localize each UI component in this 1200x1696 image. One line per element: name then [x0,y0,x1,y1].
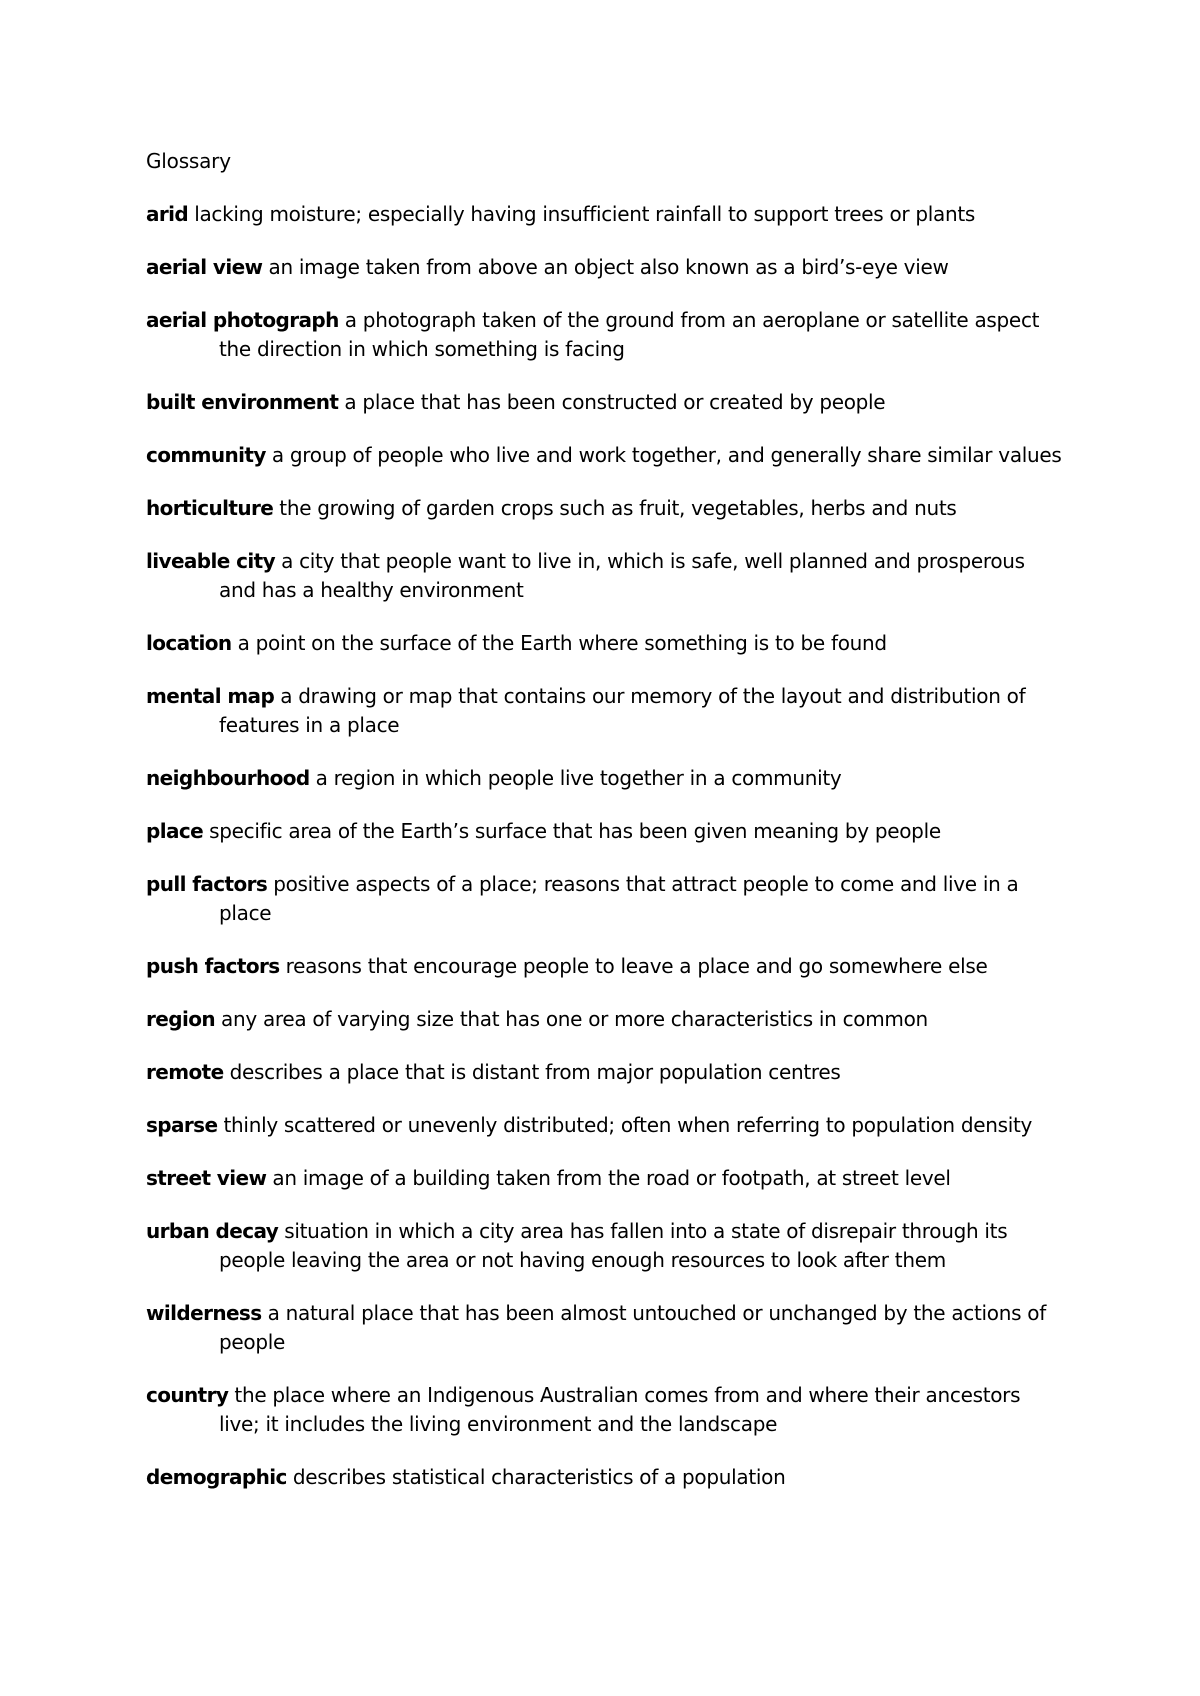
glossary-term: wilderness [146,1301,262,1325]
glossary-definition: a point on the surface of the Earth where something is to be found [237,631,887,655]
glossary-definition: describes a place that is distant from major population centres [229,1060,841,1084]
glossary-definition: lacking moisture; especially having insufficient rainfall to support trees or plants [194,202,976,226]
glossary-entry [146,1217,1066,1275]
glossary-entry [146,1299,1066,1357]
glossary-entry [146,764,1066,793]
glossary-term: country [146,1383,229,1407]
glossary-entry [146,1381,1066,1439]
glossary-term: horticulture [146,496,274,520]
glossary-entry [146,388,1066,417]
glossary-term: region [146,1007,215,1031]
glossary-term: street view [146,1166,267,1190]
glossary-term: urban decay [146,1219,279,1243]
glossary-definition: a place that has been constructed or created by people [344,390,886,414]
glossary-entry [146,629,1066,658]
glossary-term: place [146,819,204,843]
glossary-term: community [146,443,266,467]
glossary-entry [146,1111,1066,1140]
glossary-entry [146,682,1066,740]
glossary-definition: reasons that encourage people to leave a place and go somewhere else [285,954,988,978]
glossary-entry [146,441,1066,470]
glossary-definition: any area of varying size that has one or more characteristics in common [221,1007,928,1031]
glossary-definition: describes statistical characteristics of a population [292,1465,786,1489]
page-title: Glossary [146,149,231,173]
glossary-term: aerial photograph [146,308,339,332]
glossary-definition: a drawing or map that contains our memory of the layout and distribution of features in a place [219,684,1026,737]
glossary-definition: specific area of the Earth’s surface that has been given meaning by people [209,819,941,843]
glossary-entry [146,817,1066,846]
glossary-definition: situation in which a city area has fallen into a state of disrepair through its people leaving the area or not having enough resources to look after them [219,1219,1008,1272]
glossary-definition: positive aspects of a place; reasons that attract people to come and live in a place [219,872,1019,925]
glossary-definition: a region in which people live together in a community [315,766,842,790]
glossary-entry [146,1058,1066,1087]
glossary-definition: a city that people want to live in, which is safe, well planned and prosperous and has a healthy environment [219,549,1025,602]
glossary-term: mental map [146,684,275,708]
glossary-term: pull factors [146,872,268,896]
glossary-entry [146,870,1066,928]
glossary-definition: a group of people who live and work together, and generally share similar values [271,443,1062,467]
glossary-definition: an image taken from above an object also known as a bird’s-eye view [268,255,949,279]
glossary-entry [146,1164,1066,1193]
glossary-term: location [146,631,232,655]
glossary-term: built environment [146,390,339,414]
glossary-definition: the place where an Indigenous Australian comes from and where their ancestors live; it includes the living environment and the landscape [219,1383,1021,1436]
glossary-term: sparse [146,1113,218,1137]
glossary-entry [146,952,1066,981]
glossary-entry [146,547,1066,605]
glossary-definition: thinly scattered or unevenly distributed; often when referring to population density [223,1113,1033,1137]
glossary-entry [146,1463,1066,1492]
glossary-definition: an image of a building taken from the road or footpath, at street level [272,1166,951,1190]
glossary-definition: the growing of garden crops such as fruit, vegetables, herbs and nuts [279,496,957,520]
glossary-definition: a photograph taken of the ground from an aeroplane or satellite aspect the direction in which something is facing [219,308,1040,361]
glossary-entry [146,200,1066,229]
glossary-entry [146,1005,1066,1034]
glossary-term: liveable city [146,549,276,573]
glossary-term: arid [146,202,189,226]
glossary-term: remote [146,1060,224,1084]
glossary-term: aerial view [146,255,263,279]
glossary-entry [146,253,1066,282]
glossary-entry [146,494,1066,523]
glossary-definition: a natural place that has been almost untouched or unchanged by the actions of people [219,1301,1046,1354]
glossary-term: neighbourhood [146,766,310,790]
glossary-term: demographic [146,1465,287,1489]
glossary-term: push factors [146,954,280,978]
glossary-content [146,146,1066,1516]
glossary-entry [146,306,1066,364]
